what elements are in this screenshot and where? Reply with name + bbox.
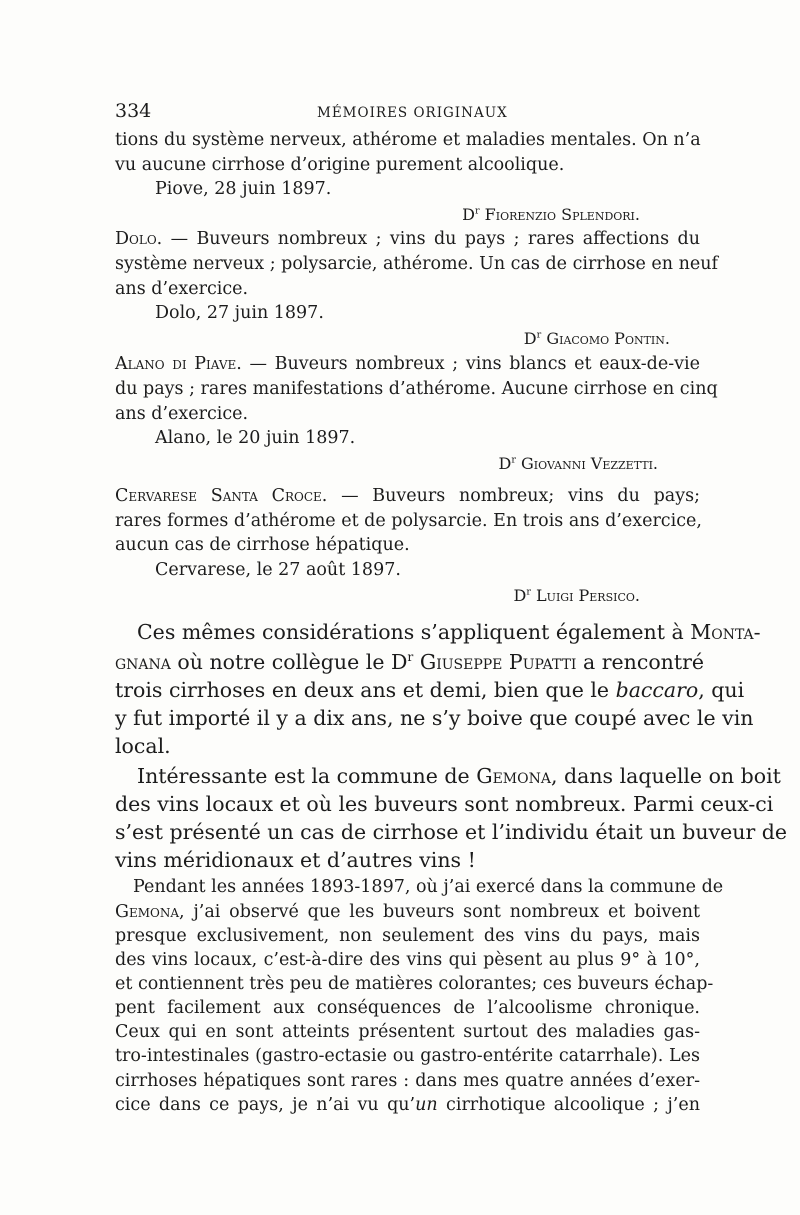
- text-line: du pays ; rares manifestations d’athérome. Aucune cirrhose en cinq: [115, 379, 718, 399]
- signature-name: Giacomo Pontin.: [546, 329, 670, 348]
- text-line: des vins locaux, c’est-à-dire des vins qui pèsent au plus 9° à 10°,: [115, 950, 700, 970]
- commune-name: Monta-: [690, 620, 761, 644]
- text-line: [115, 764, 781, 792]
- text-line: [115, 678, 745, 706]
- running-title: MÉMOIRES ORIGINAUX: [317, 105, 508, 121]
- text-span: cice dans ce pays, je n’ai vu qu’: [115, 1095, 416, 1115]
- italic-term: baccaro: [615, 678, 699, 702]
- text-line: et contiennent très peu de matières colorantes; ces buveurs échap-: [115, 974, 714, 994]
- text-span: , dans laquelle on boit: [550, 764, 781, 788]
- place-date: Piove, 28 juin 1897.: [155, 179, 332, 199]
- text-line: vins méridionaux et d’autres vins !: [115, 848, 476, 872]
- text-span: — Buveurs nombreux; vins du pays;: [327, 486, 700, 506]
- text-line: presque exclusivement, non seulement des vins du pays, mais: [115, 926, 700, 946]
- person-name: Giuseppe Pupatti: [419, 650, 577, 674]
- text-line: ans d’exercice.: [115, 404, 249, 424]
- signature-name: Fiorenzio Splendori.: [484, 205, 640, 224]
- text-span: où notre collègue le: [170, 650, 391, 674]
- text-line: pent facilement aux conséquences de l’alcoolisme chronique.: [115, 998, 700, 1018]
- text-line: [115, 620, 761, 648]
- signature-name: Giovanni Vezzetti.: [521, 454, 658, 473]
- dr-abbrev: D: [462, 205, 475, 224]
- text-span: , qui: [698, 678, 745, 702]
- text-span: a rencontré: [576, 650, 705, 674]
- text-line: [115, 486, 700, 514]
- text-line: s’est présenté un cas de cirrhose et l’individu était un buveur de: [115, 820, 788, 844]
- place-date: Dolo, 27 juin 1897.: [155, 303, 324, 323]
- signature: [115, 329, 670, 357]
- text-line: ans d’exercice.: [115, 279, 249, 299]
- text-line: rares formes d’athérome et de polysarcie. En trois ans d’exercice,: [115, 511, 702, 531]
- text-line: vu aucune cirrhose d’origine purement alcoolique.: [115, 155, 565, 175]
- signature-name: Luigi Persico.: [536, 586, 640, 605]
- text-line: tro-intestinales (gastro-ectasie ou gastro-entérite catarrhale). Les: [115, 1046, 700, 1066]
- commune-name: Alano di Piave.: [115, 354, 242, 374]
- dr-sup: r: [407, 650, 414, 665]
- dr-sup: r: [511, 454, 516, 466]
- text-line: local.: [115, 734, 171, 758]
- text-line: [115, 650, 705, 678]
- text-line: y fut importé il y a dix ans, ne s’y boive que coupé avec le vin: [115, 706, 754, 730]
- text-line: [115, 229, 700, 257]
- text-span: , j’ai observé que les buveurs sont nombreux et boivent: [179, 902, 700, 922]
- commune-name: Gemona: [115, 902, 180, 922]
- signature: [115, 454, 658, 482]
- text-line: Ceux qui en sont atteints présentent surtout des maladies gas-: [115, 1022, 700, 1042]
- italic-term: un: [415, 1095, 438, 1115]
- commune-name: Cervarese Santa Croce.: [115, 486, 328, 506]
- text-span: trois cirrhoses en deux ans et demi, bien que le: [115, 678, 616, 702]
- dr-sup: r: [474, 205, 480, 217]
- dr-abbrev: D: [523, 329, 537, 348]
- place-date: Alano, le 20 juin 1897.: [155, 428, 356, 448]
- text-span: — Buveurs nombreux ; vins du pays ; rares affections du: [162, 229, 700, 249]
- text-span: Intéressante est la commune de: [137, 764, 477, 788]
- text-line: tions du système nerveux, athérome et maladies mentales. On n’a: [115, 130, 701, 150]
- text-line: système nerveux ; polysarcie, athérome. Un cas de cirrhose en neuf: [115, 254, 718, 274]
- text-span: — Buveurs nombreux ; vins blancs et eaux-de-vie: [241, 354, 700, 374]
- dr-abbrev: D: [513, 586, 527, 605]
- place-date: Cervarese, le 27 août 1897.: [155, 560, 401, 580]
- text-span: cirrhotique alcoolique ; j’en: [437, 1095, 700, 1115]
- commune-name: Gemona: [476, 764, 551, 788]
- dr-sup: r: [536, 329, 542, 341]
- text-line: [115, 354, 700, 382]
- text-line: cirrhoses hépatiques sont rares : dans mes quatre années d’exer-: [115, 1071, 700, 1091]
- page-number: 334: [115, 100, 152, 122]
- commune-name: Dolo.: [115, 229, 163, 249]
- text-line: des vins locaux et où les buveurs sont nombreux. Parmi ceux-ci: [115, 792, 774, 816]
- dr-abbrev: D: [390, 650, 408, 674]
- signature: [115, 586, 640, 614]
- dr-abbrev: D: [498, 454, 512, 473]
- text-line: [115, 1095, 700, 1123]
- text-line: Pendant les années 1893-1897, où j’ai exercé dans la commune de: [133, 877, 724, 897]
- text-span: Ces mêmes considérations s’appliquent également à: [137, 620, 691, 644]
- dr-sup: r: [526, 586, 531, 598]
- commune-name: gnana: [115, 650, 171, 674]
- text-line: aucun cas de cirrhose hépatique.: [115, 535, 410, 555]
